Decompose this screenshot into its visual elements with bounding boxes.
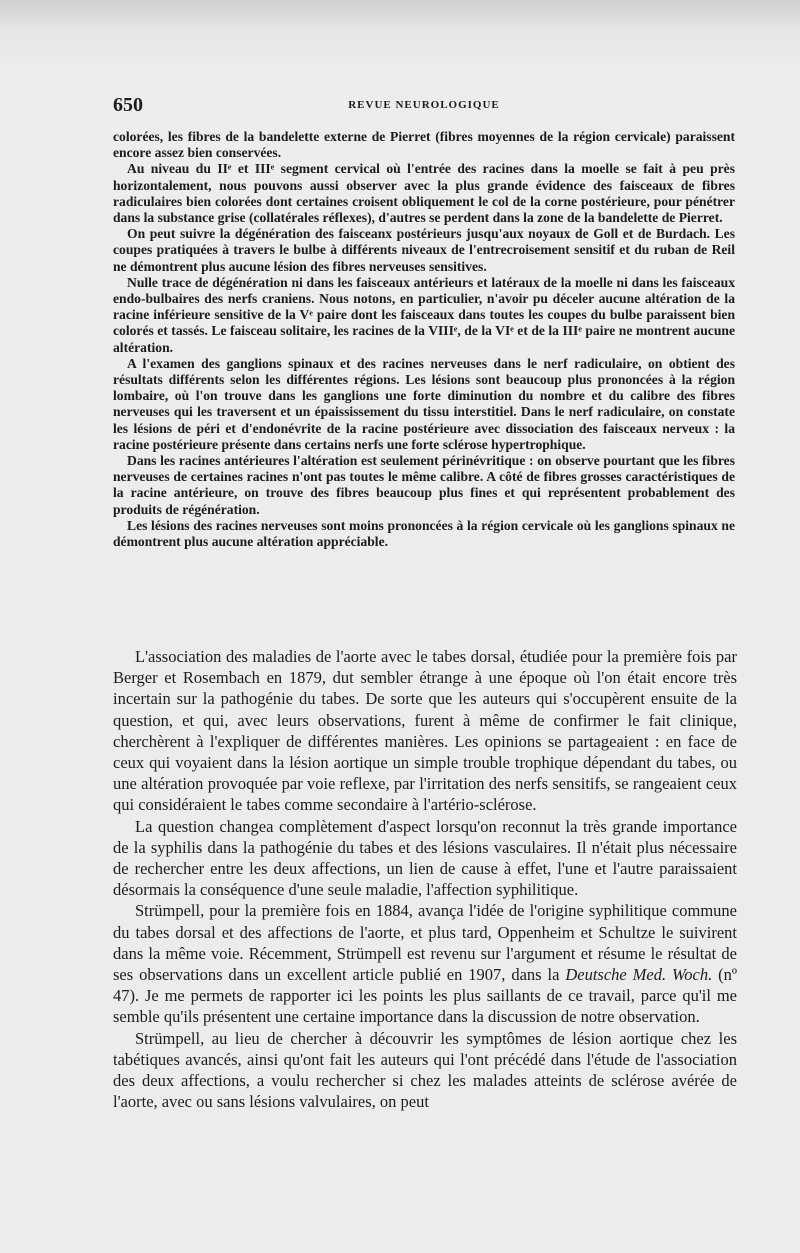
page-number: 650 bbox=[113, 94, 143, 116]
paragraph: La question changea complètement d'aspect lorsqu'on reconnut la très grande importance de la syphilis dans la pathogénie du tabes et des lésions vasculaires. Il n'était plus nécessaire de rechercher entre les deux affections, un lien de cause à effet, l'une et l'autre paraissaient désormais la conséquence d'une seule maladie, l'affection syphilitique. bbox=[113, 816, 737, 900]
text-span: (nº 47). Je me permets de rapporter ici les points les plus saillants de ce travail, parce qu'il me semble qu'ils présentent une certaine importance dans la discussion de notre observation. bbox=[113, 965, 738, 1027]
paragraph: L'association des maladies de l'aorte avec le tabes dorsal, étudiée pour la première fois par Berger et Rosembach en 1879, dut sembler étrange à une époque où l'on était encore très incertain sur la pathogénie du tabes. De sorte que les auteurs qui s'occupèrent ensuite de la question, et qui, avec leurs observations, furent à même de confirmer le fait clinique, cherchèrent à l'expliquer de différentes manières. Les opinions se partageaient : en face de ceux qui voyaient dans la lésion aortique un simple trouble trophique dépendant du tabes, ou une altération provoquée par voie reflexe, par l'irritation des nerfs sensitifs, se rangeaient ceux qui considéraient le tabes comme secondaire à l'artério-sclérose. bbox=[113, 647, 737, 815]
paragraph: Strümpell, au lieu de chercher à découvrir les symptômes de lésion aortique chez les tabétiques avancés, ainsi qu'ont fait les auteurs qui l'ont précédé dans l'étude de l'association des deux affections, a voulu rechercher si chez les malades atteints de sclérose avérée de l'aorte, avec ou sans lésions valvulaires, on peut bbox=[113, 1028, 737, 1112]
paragraph: On peut suivre la dégénération des faisceanx postérieurs jusqu'aux noyaux de Goll et de Burdach. Les coupes pratiquées à travers le bulbe à différents niveaux de l'entrecroisement sensitif et du ruban de Reil ne démontrent plus aucune lésion des fibres nerveuses sensitives. bbox=[113, 226, 735, 274]
running-head: REVUE NEUROLOGIQUE bbox=[348, 99, 500, 111]
paragraph: colorées, les fibres de la bandelette externe de Pierret (fibres moyennes de la région cervicale) paraissent encore assez bien conservées. bbox=[113, 129, 735, 161]
paragraph: Au niveau du IIᵉ et IIIᵉ segment cervical où l'entrée des racines dans la moelle se fait à peu près horizontalement, nous pouvons aussi observer avec la plus grande évidence des faisceaux de fibres radiculaires bien colorées dont certaines croisent obliquement le col de la corne postérieure, pour pénétrer dans la substance grise (collatérales réflexes), d'autres se perdent dans la zone de la bandelette de Pierret. bbox=[113, 161, 735, 226]
page-header bbox=[113, 94, 735, 118]
observation-findings bbox=[113, 129, 735, 550]
discussion-text bbox=[113, 646, 737, 1112]
text-span: Strümpell, pour la première fois en 1884, avança l'idée de l'origine syphilitique commune du tabes dorsal et des affections de l'aorte, et plus tard, Oppenheim et Schultze le suivirent dans la même voie. Récemment, Strümpell est revenu sur l'argument et résume le résultat de ses observations dans un excellent article publié en 1907, dans la bbox=[113, 901, 737, 985]
paragraph: Nulle trace de dégénération ni dans les faisceaux antérieurs et latéraux de la moelle ni dans les faisceaux endo-bulbaires des nerfs craniens. Nous notons, en particulier, n'avoir pu déceler aucune altération de la racine inférieure sensitive de la Vᵉ paire dont les faisceaux dans toutes les coupes du bulbe paraissent bien colorés et tassés. Le faisceau solitaire, les racines de la VIIIᵉ, de la VIᵉ et de la IIIᵉ paire ne montrent aucune altération. bbox=[113, 274, 735, 355]
journal-title: Deutsche Med. Woch. bbox=[565, 965, 713, 985]
paragraph: A l'examen des ganglions spinaux et des racines nerveuses dans le nerf radiculaire, on obtient des résultats différents selon les différentes régions. Les lésions sont beaucoup plus prononcées à la région lombaire, où l'on trouve dans les ganglions une forte diminution du nombre et du calibre des fibres nerveuses qui les traversent et un épaississement du tissu interstitiel. Dans le nerf radiculaire, on constate les lésions de péri et d'endonévrite de la racine postérieure avec dissociation des faisceaux nerveux : la racine postérieure présente dans certains nerfs une forte sclérose hypertrophique. bbox=[113, 355, 735, 452]
paragraph: Dans les racines antérieures l'altération est seulement périnévritique : on observe pourtant que les fibres nerveuses de certaines racines n'ont pas toutes le même calibre. A côté de fibres grosses caractéristiques de la racine antérieure, on trouve des fibres beaucoup plus fines et qui représentent probablement des produits de régénération. bbox=[113, 453, 735, 517]
paragraph: Les lésions des racines nerveuses sont moins prononcées à la région cervicale où les ganglions spinaux ne démontrent plus aucune altération appréciable. bbox=[113, 517, 735, 550]
paragraph bbox=[113, 900, 737, 1027]
